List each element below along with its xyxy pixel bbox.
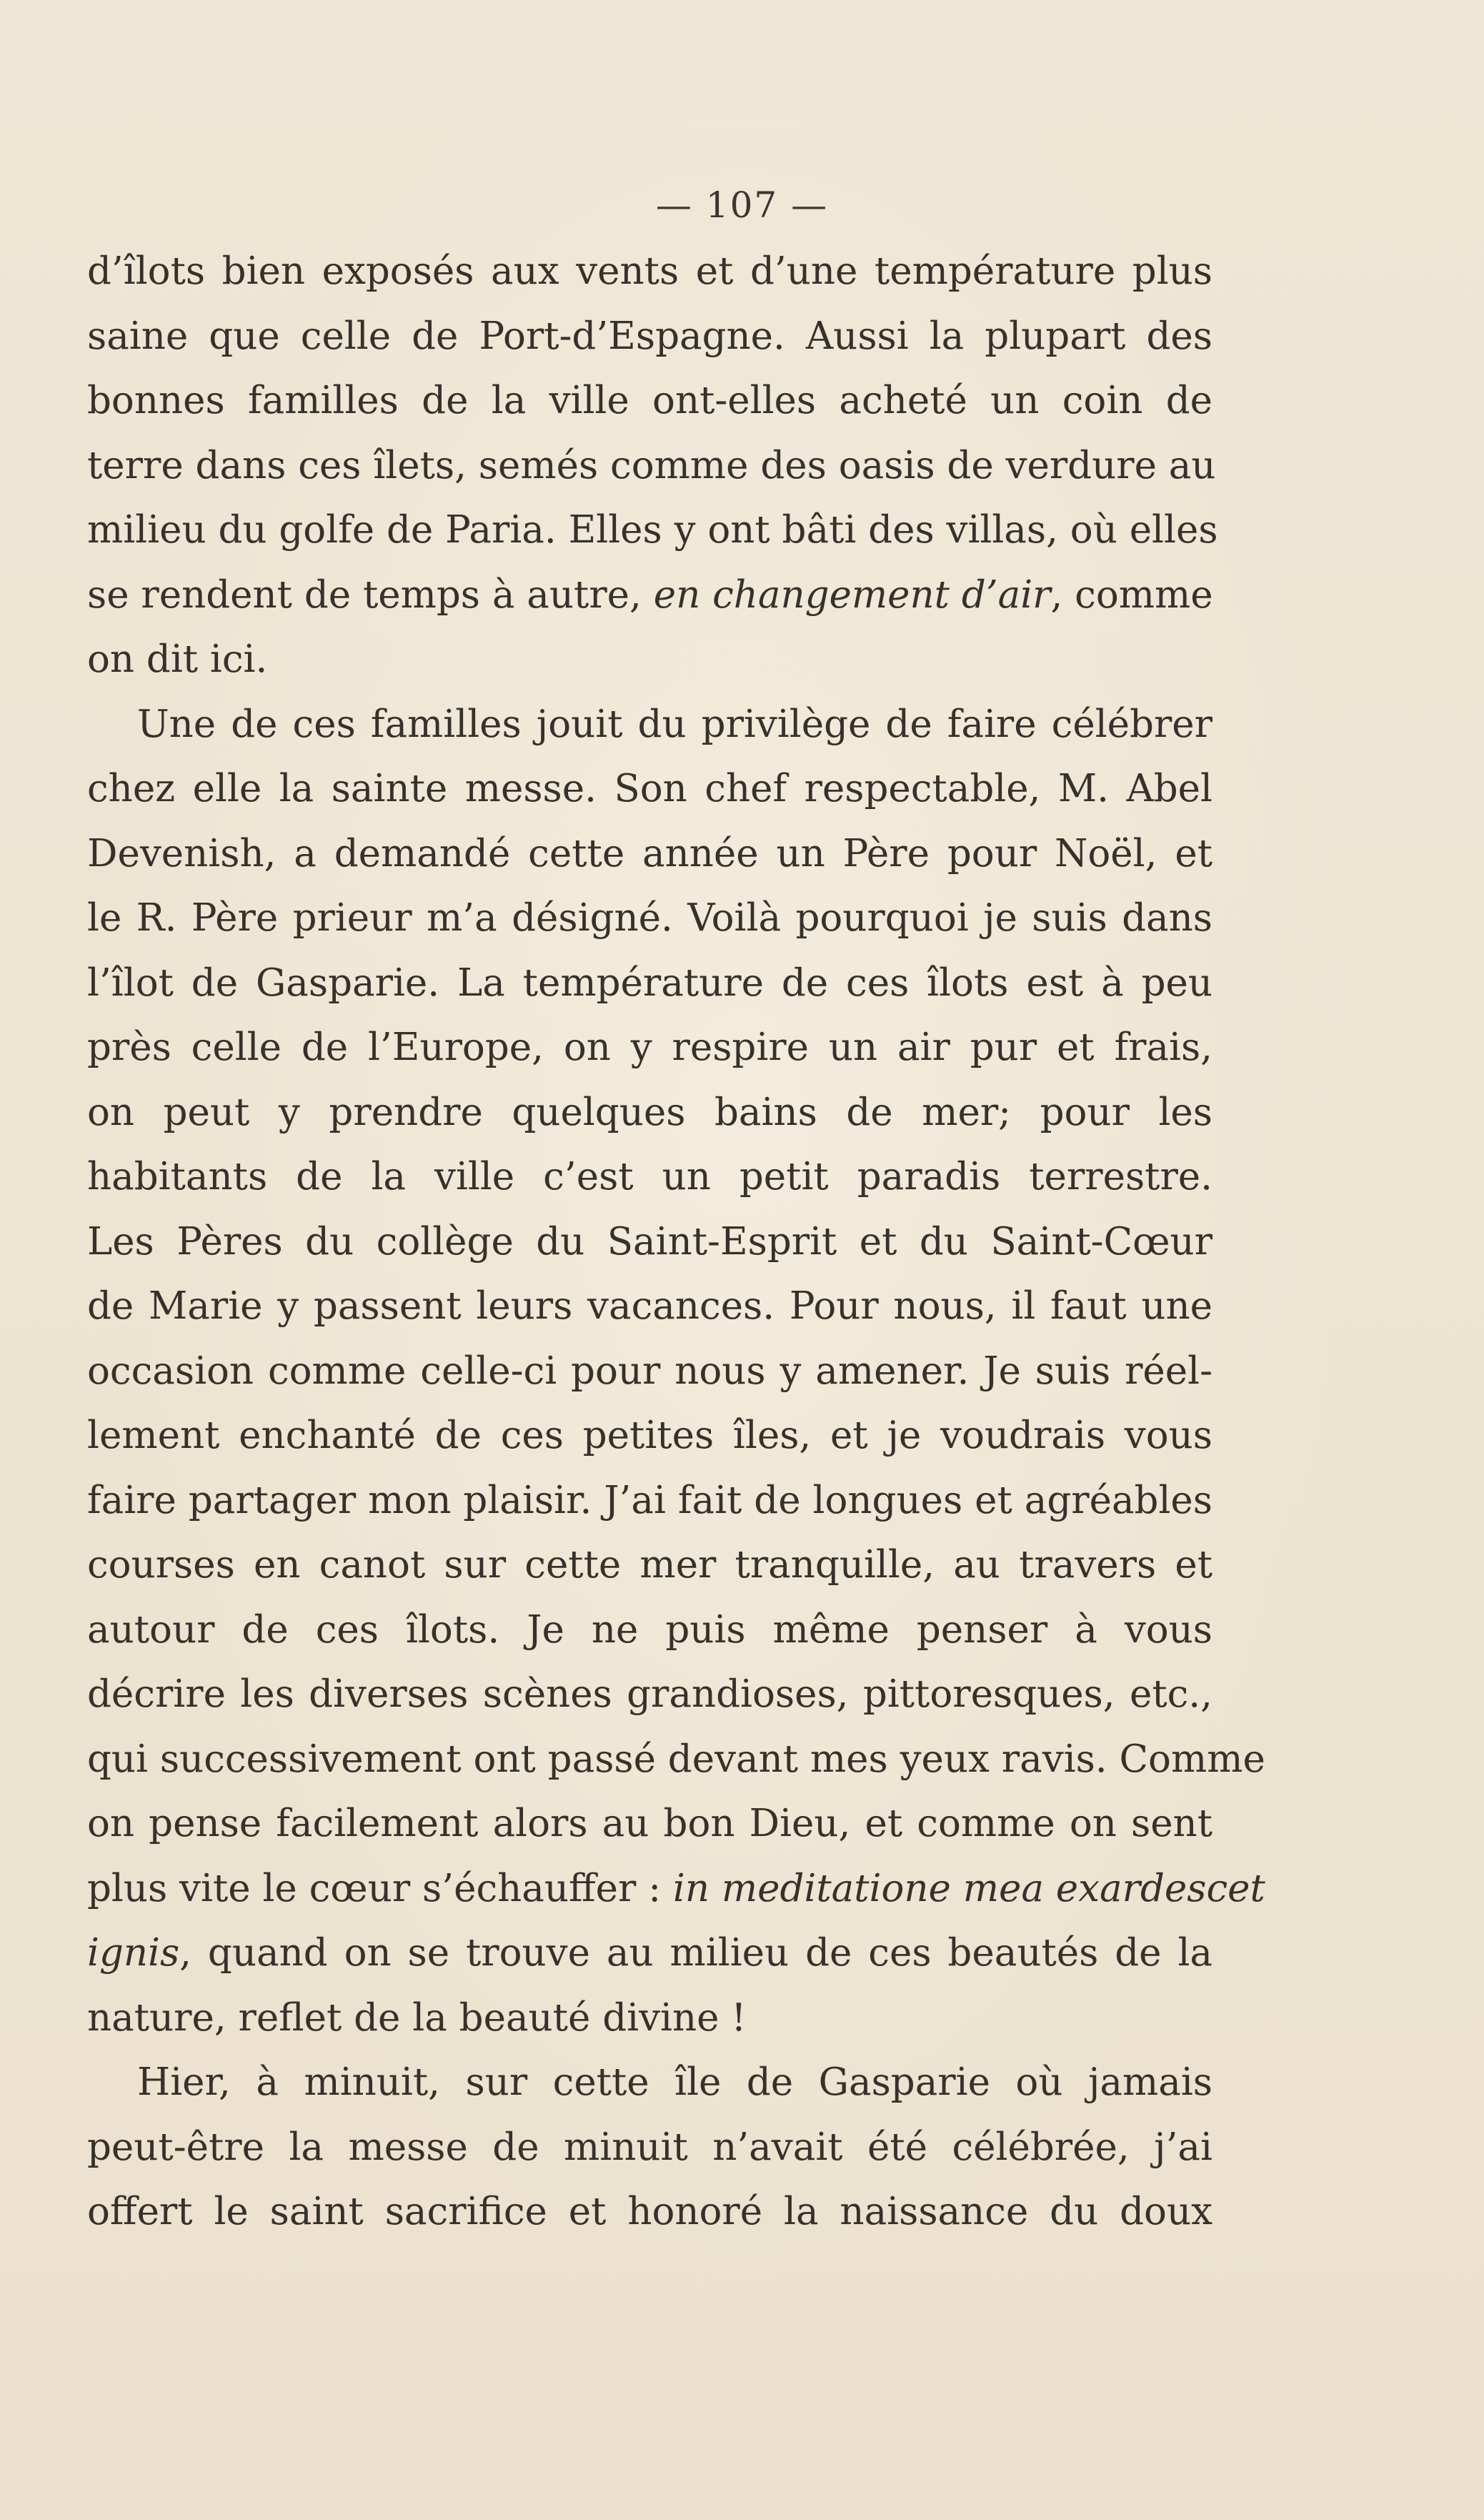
text-line: on dit ici. — [87, 638, 268, 681]
text-line: de Marie y passent leurs vacances. Pour nous, il faut une — [87, 1284, 1212, 1328]
text-line: habitants de la ville c’est un petit paradis terrestre. — [87, 1155, 1212, 1199]
paragraph-start-line: Hier, à minuit, sur cette île de Gasparie où jamais — [137, 2060, 1212, 2104]
text-line: d’îlots bien exposés aux vents et d’une température plus — [87, 249, 1212, 293]
text-run: plus vite le cœur s’échauffer : — [87, 1866, 673, 1910]
body-text — [87, 239, 1265, 2245]
text-line: Les Pères du collège du Saint-Esprit et du Saint-Cœur — [87, 1219, 1212, 1264]
text-line: milieu du golfe de Paria. Elles y ont bâti des villas, où elles — [87, 508, 1218, 552]
text-line: qui successivement ont passé devant mes yeux ravis. Comme — [87, 1737, 1265, 1781]
text-line: l’îlot de Gasparie. La température de ces îlots est à peu — [87, 961, 1212, 1005]
text-line: autour de ces îlots. Je ne puis même penser à vous — [87, 1607, 1212, 1652]
text-line: on peut y prendre quelques bains de mer; pour les — [87, 1090, 1212, 1134]
text-line — [87, 1857, 1265, 1922]
italic-phrase: in meditatione mea exardescet — [672, 1866, 1265, 1910]
text-line: peut-être la messe de minuit n’avait été célébrée, j’ai — [87, 2125, 1212, 2169]
text-line: occasion comme celle-ci pour nous y amener. Je suis réel- — [87, 1349, 1212, 1393]
text-line: bonnes familles de la ville ont-elles acheté un coin de — [87, 379, 1212, 422]
text-line — [87, 563, 1212, 628]
text-line: saine que celle de Port-d’Espagne. Aussi la plupart des — [87, 314, 1212, 358]
text-run: , quand on se trouve au milieu de ces beautés de la — [179, 1931, 1212, 1975]
text-line: faire partager mon plaisir. J’ai fait de longues et agréables — [87, 1478, 1212, 1522]
page-number: — 107 — — [655, 184, 829, 226]
text-line: le R. Père prieur m’a désigné. Voilà pourquoi je suis dans — [87, 896, 1212, 940]
text-line: près celle de l’Europe, on y respire un air pur et frais, — [87, 1026, 1212, 1069]
text-line: décrire les diverses scènes grandioses, pittoresques, etc., — [87, 1672, 1212, 1716]
text-line: offert le saint sacrifice et honoré la naissance du doux — [87, 2190, 1212, 2233]
text-line — [87, 1921, 1212, 1986]
text-line: terre dans ces îlets, semés comme des oasis de verdure au — [87, 443, 1216, 487]
paragraph-start-line: Une de ces familles jouit du privilège de faire célébrer — [137, 702, 1212, 746]
text-line: on pense facilement alors au bon Dieu, et comme on sent — [87, 1802, 1212, 1845]
text-line: nature, reflet de la beauté divine ! — [87, 1995, 747, 2040]
text-line: Devenish, a demandé cette année un Père pour Noël, et — [87, 831, 1212, 875]
italic-phrase: ignis — [87, 1931, 180, 1975]
text-line: chez elle la sainte messe. Son chef respectable, M. Abel — [87, 767, 1212, 810]
text-line: courses en canot sur cette mer tranquille, au travers et — [87, 1543, 1212, 1587]
italic-phrase: en changement d’air — [653, 572, 1051, 617]
text-run: , comme — [1050, 572, 1213, 617]
text-line: lement enchanté de ces petites îles, et je voudrais vous — [87, 1414, 1212, 1457]
text-run: se rendent de temps à autre, — [87, 572, 654, 617]
